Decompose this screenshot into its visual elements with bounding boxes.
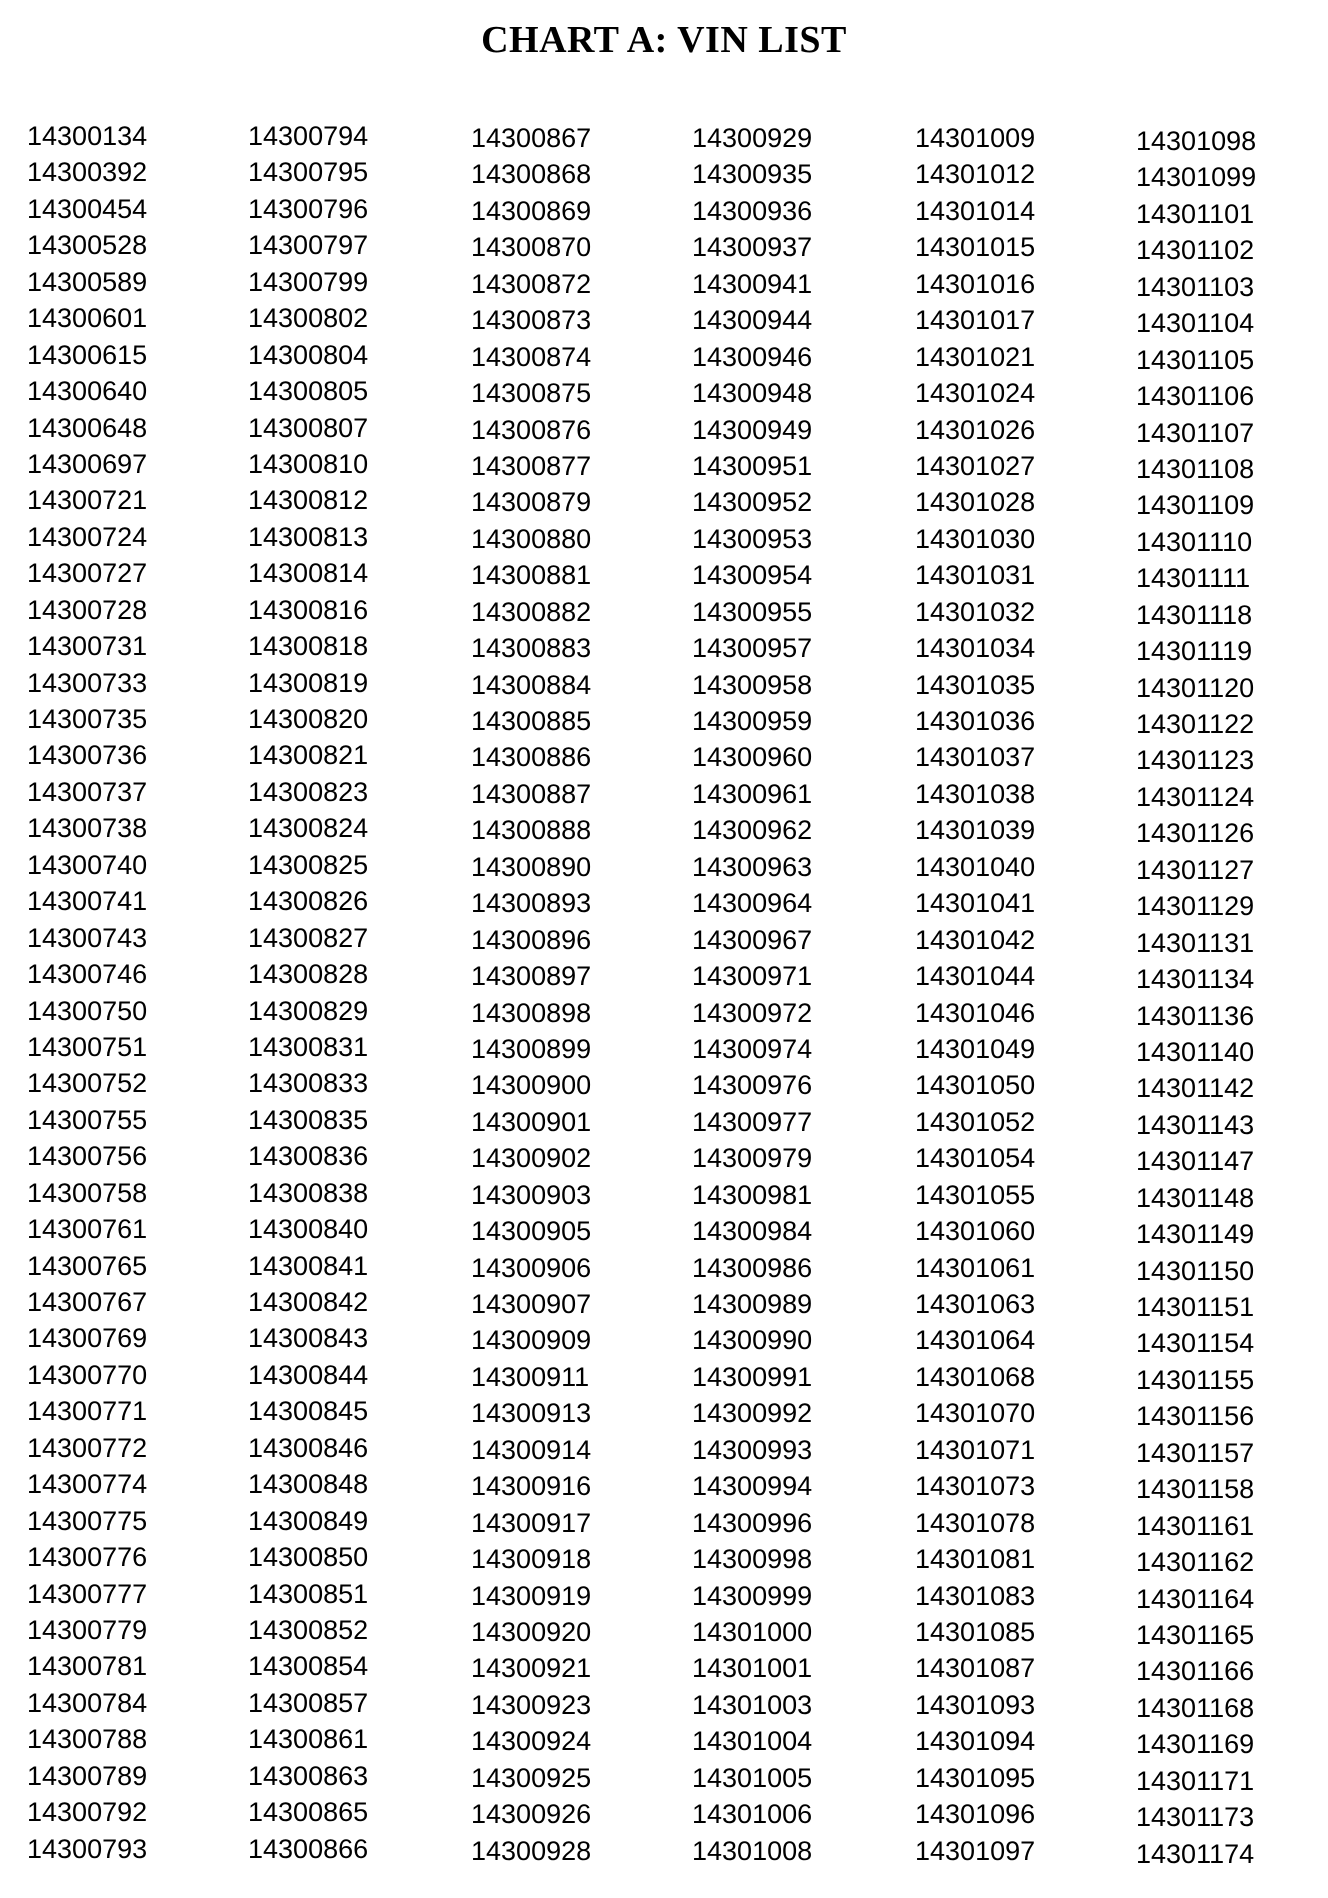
vin-entry: 14301162 xyxy=(1136,1547,1255,1578)
vin-entry: 14301131 xyxy=(1136,927,1255,958)
vin-entry: 14300772 xyxy=(27,1432,148,1463)
vin-entry: 14300807 xyxy=(248,412,369,443)
vin-entry: 14301014 xyxy=(915,195,1036,226)
vin-entry: 14301126 xyxy=(1136,818,1255,849)
vin-entry: 14301122 xyxy=(1136,709,1255,739)
vin-entry: 14300528 xyxy=(27,230,148,261)
vin-entry: 14301024 xyxy=(915,378,1036,409)
vin-entry: 14301083 xyxy=(915,1580,1036,1611)
vin-entry: 14300640 xyxy=(27,376,148,407)
vin-entry: 14300454 xyxy=(27,193,148,224)
vin-entry: 14300925 xyxy=(471,1762,592,1793)
vin-entry: 14301093 xyxy=(915,1689,1036,1720)
vin-entry: 14300866 xyxy=(248,1833,369,1864)
vin-entry: 14301031 xyxy=(915,560,1036,591)
vin-entry: 14300724 xyxy=(27,521,148,552)
vin-entry: 14300804 xyxy=(248,339,369,370)
vin-entry: 14301040 xyxy=(915,851,1036,882)
vin-entry: 14300906 xyxy=(471,1252,592,1283)
vin-entry: 14300861 xyxy=(248,1724,369,1755)
vin-entry: 14300946 xyxy=(692,341,813,372)
vin-entry: 14300805 xyxy=(248,376,369,407)
vin-entry: 14300833 xyxy=(248,1068,369,1099)
vin-entry: 14300799 xyxy=(248,266,369,297)
vin-entry: 14301030 xyxy=(915,523,1036,554)
vin-entry: 14300916 xyxy=(471,1471,592,1502)
vin-entry: 14301174 xyxy=(1136,1838,1255,1869)
vin-entry: 14301105 xyxy=(1136,344,1255,375)
vin-entry: 14301008 xyxy=(692,1835,813,1866)
vin-entry: 14300736 xyxy=(27,740,148,771)
vin-entry: 14300758 xyxy=(27,1177,148,1208)
vin-entry: 14300962 xyxy=(692,815,813,846)
vin-entry: 14301142 xyxy=(1136,1073,1255,1104)
vin-entry: 14301094 xyxy=(915,1726,1036,1757)
vin-entry: 14301161 xyxy=(1136,1510,1255,1541)
vin-entry: 14300825 xyxy=(248,849,369,880)
vin-entry: 14300775 xyxy=(27,1505,148,1536)
vin-entry: 14301107 xyxy=(1136,417,1255,448)
vin-entry: 14300967 xyxy=(692,924,813,955)
vin-entry: 14300869 xyxy=(471,195,592,226)
vin-entry: 14301108 xyxy=(1136,453,1255,484)
vin-entry: 14300767 xyxy=(27,1287,148,1317)
vin-list xyxy=(0,121,1328,1881)
vin-entry: 14301136 xyxy=(1136,1000,1255,1031)
vin-entry: 14300994 xyxy=(692,1471,813,1502)
vin-entry: 14301052 xyxy=(915,1106,1036,1137)
vin-entry: 14301103 xyxy=(1136,271,1255,302)
vin-entry: 14301158 xyxy=(1136,1474,1255,1505)
vin-entry: 14301016 xyxy=(915,268,1036,299)
vin-entry: 14300905 xyxy=(471,1216,592,1247)
vin-entry: 14300963 xyxy=(692,851,813,882)
vin-entry: 14300826 xyxy=(248,886,369,917)
vin-entry: 14300880 xyxy=(471,523,592,554)
vin-entry: 14300971 xyxy=(692,961,813,992)
vin-entry: 14300993 xyxy=(692,1434,813,1465)
vin-entry: 14301038 xyxy=(915,778,1036,809)
vin-entry: 14300923 xyxy=(471,1689,592,1720)
vin-entry: 14300769 xyxy=(27,1323,148,1354)
vin-entry: 14300721 xyxy=(27,485,148,516)
vin-entry: 14301039 xyxy=(915,815,1036,846)
vin-entry: 14300917 xyxy=(471,1507,592,1538)
vin-entry: 14300797 xyxy=(248,230,369,261)
vin-entry: 14301054 xyxy=(915,1143,1036,1174)
vin-entry: 14300845 xyxy=(248,1396,369,1427)
vin-entry: 14301149 xyxy=(1136,1219,1255,1250)
vin-entry: 14301049 xyxy=(915,1033,1036,1064)
vin-entry: 14300777 xyxy=(27,1578,148,1609)
vin-entry: 14300750 xyxy=(27,995,148,1026)
vin-entry: 14300733 xyxy=(27,667,148,698)
vin-column-3 xyxy=(471,123,671,1872)
vin-entry: 14300737 xyxy=(27,776,148,807)
vin-entry: 14301073 xyxy=(915,1471,1036,1502)
vin-entry: 14300935 xyxy=(692,159,813,190)
vin-entry: 14300901 xyxy=(471,1106,592,1137)
vin-entry: 14301151 xyxy=(1136,1292,1255,1322)
vin-entry: 14300900 xyxy=(471,1070,592,1101)
vin-entry: 14301021 xyxy=(915,341,1036,372)
vin-entry: 14300874 xyxy=(471,341,592,372)
vin-entry: 14301078 xyxy=(915,1507,1036,1538)
vin-entry: 14300952 xyxy=(692,487,813,518)
vin-entry: 14300779 xyxy=(27,1614,148,1645)
vin-entry: 14301050 xyxy=(915,1070,1036,1101)
vin-entry: 14300992 xyxy=(692,1398,813,1429)
vin-entry: 14300887 xyxy=(471,778,592,809)
vin-entry: 14300735 xyxy=(27,704,148,734)
vin-entry: 14300986 xyxy=(692,1252,813,1283)
vin-entry: 14300601 xyxy=(27,303,148,334)
vin-entry: 14300852 xyxy=(248,1614,369,1645)
vin-entry: 14301027 xyxy=(915,450,1036,481)
vin-entry: 14300898 xyxy=(471,997,592,1028)
vin-entry: 14301140 xyxy=(1136,1036,1255,1067)
vin-entry: 14300981 xyxy=(692,1179,813,1210)
vin-entry: 14300816 xyxy=(248,594,369,625)
vin-entry: 14300990 xyxy=(692,1325,813,1356)
vin-entry: 14300793 xyxy=(27,1833,148,1864)
vin-entry: 14300831 xyxy=(248,1031,369,1062)
vin-entry: 14301154 xyxy=(1136,1328,1255,1359)
vin-entry: 14300976 xyxy=(692,1070,813,1101)
vin-entry: 14301168 xyxy=(1136,1692,1255,1723)
vin-entry: 14300751 xyxy=(27,1031,148,1062)
vin-entry: 14300914 xyxy=(471,1434,592,1465)
vin-entry: 14300846 xyxy=(248,1432,369,1463)
vin-entry: 14301164 xyxy=(1136,1583,1255,1614)
vin-entry: 14300937 xyxy=(692,232,813,263)
vin-entry: 14300877 xyxy=(471,450,592,481)
vin-entry: 14300941 xyxy=(692,268,813,299)
vin-entry: 14301134 xyxy=(1136,964,1255,995)
vin-entry: 14301061 xyxy=(915,1252,1036,1283)
vin-entry: 14301110 xyxy=(1136,526,1253,557)
vin-entry: 14300836 xyxy=(248,1141,369,1172)
vin-entry: 14300824 xyxy=(248,813,369,844)
vin-entry: 14301005 xyxy=(692,1762,813,1793)
vin-entry: 14301111 xyxy=(1136,563,1251,594)
vin-entry: 14300918 xyxy=(471,1544,592,1575)
vin-entry: 14301064 xyxy=(915,1325,1036,1356)
vin-entry: 14300897 xyxy=(471,961,592,992)
vin-entry: 14300928 xyxy=(471,1835,592,1866)
vin-entry: 14301012 xyxy=(915,159,1036,190)
vin-entry: 14300771 xyxy=(27,1396,148,1427)
vin-entry: 14300841 xyxy=(248,1250,369,1281)
vin-entry: 14300903 xyxy=(471,1179,592,1210)
vin-entry: 14300868 xyxy=(471,159,592,190)
vin-entry: 14300761 xyxy=(27,1214,148,1245)
vin-entry: 14300697 xyxy=(27,448,148,479)
vin-entry: 14301119 xyxy=(1136,636,1253,667)
vin-entry: 14300848 xyxy=(248,1469,369,1500)
vin-entry: 14300958 xyxy=(692,669,813,700)
vin-entry: 14300784 xyxy=(27,1687,148,1718)
vin-entry: 14301055 xyxy=(915,1179,1036,1210)
vin-entry: 14300843 xyxy=(248,1323,369,1354)
vin-entry: 14300755 xyxy=(27,1104,148,1135)
vin-entry: 14301003 xyxy=(692,1689,813,1720)
vin-entry: 14300819 xyxy=(248,667,369,698)
vin-entry: 14300961 xyxy=(692,778,813,809)
vin-entry: 14300821 xyxy=(248,740,369,771)
vin-entry: 14300740 xyxy=(27,849,148,880)
vin-entry: 14300920 xyxy=(471,1616,592,1647)
vin-entry: 14300913 xyxy=(471,1398,592,1429)
vin-entry: 14300840 xyxy=(248,1214,369,1245)
vin-entry: 14300979 xyxy=(692,1143,813,1174)
vin-entry: 14300919 xyxy=(471,1580,592,1611)
vin-entry: 14300615 xyxy=(27,339,148,370)
vin-entry: 14301155 xyxy=(1136,1364,1255,1395)
vin-entry: 14301000 xyxy=(692,1616,813,1647)
vin-entry: 14300872 xyxy=(471,268,592,299)
vin-entry: 14300888 xyxy=(471,815,592,846)
vin-entry: 14300857 xyxy=(248,1687,369,1718)
vin-entry: 14300924 xyxy=(471,1726,592,1757)
vin-entry: 14300890 xyxy=(471,851,592,882)
vin-entry: 14300796 xyxy=(248,193,369,224)
vin-entry: 14301098 xyxy=(1136,126,1257,156)
vin-entry: 14301068 xyxy=(915,1361,1036,1392)
vin-entry: 14301095 xyxy=(915,1762,1036,1793)
vin-entry: 14301060 xyxy=(915,1216,1036,1247)
vin-entry: 14300960 xyxy=(692,742,813,773)
vin-entry: 14301143 xyxy=(1136,1109,1255,1140)
vin-entry: 14301148 xyxy=(1136,1182,1255,1213)
vin-entry: 14300926 xyxy=(471,1799,592,1830)
vin-entry: 14300814 xyxy=(248,558,369,589)
vin-entry: 14300907 xyxy=(471,1289,592,1319)
vin-entry: 14301036 xyxy=(915,706,1036,736)
vin-entry: 14300802 xyxy=(248,303,369,334)
vin-entry: 14301147 xyxy=(1136,1146,1255,1177)
vin-entry: 14300957 xyxy=(692,633,813,664)
vin-entry: 14301017 xyxy=(915,305,1036,336)
vin-entry: 14300851 xyxy=(248,1578,369,1609)
vin-entry: 14301127 xyxy=(1136,854,1255,885)
vin-entry: 14300820 xyxy=(248,704,369,734)
vin-entry: 14300765 xyxy=(27,1250,148,1281)
vin-entry: 14300955 xyxy=(692,596,813,627)
vin-entry: 14300944 xyxy=(692,305,813,336)
vin-entry: 14300959 xyxy=(692,706,813,736)
vin-entry: 14300728 xyxy=(27,594,148,625)
vin-entry: 14301169 xyxy=(1136,1729,1255,1760)
vin-entry: 14301037 xyxy=(915,742,1036,773)
vin-entry: 14300948 xyxy=(692,378,813,409)
vin-entry: 14300882 xyxy=(471,596,592,627)
vin-entry: 14301106 xyxy=(1136,381,1255,412)
vin-entry: 14301099 xyxy=(1136,162,1257,193)
vin-entry: 14300893 xyxy=(471,888,592,919)
vin-entry: 14300746 xyxy=(27,959,148,990)
vin-entry: 14300792 xyxy=(27,1797,148,1828)
vin-entry: 14300781 xyxy=(27,1651,148,1682)
vin-entry: 14301129 xyxy=(1136,891,1255,922)
vin-entry: 14300392 xyxy=(27,157,148,188)
vin-entry: 14301034 xyxy=(915,633,1036,664)
vin-entry: 14300899 xyxy=(471,1033,592,1064)
vin-entry: 14300929 xyxy=(692,123,813,153)
vin-entry: 14300964 xyxy=(692,888,813,919)
page-title: CHART A: VIN LIST xyxy=(481,19,847,61)
vin-entry: 14301166 xyxy=(1136,1656,1255,1687)
vin-entry: 14300884 xyxy=(471,669,592,700)
vin-entry: 14300885 xyxy=(471,706,592,736)
vin-entry: 14300867 xyxy=(471,123,592,153)
vin-entry: 14301032 xyxy=(915,596,1036,627)
vin-entry: 14301171 xyxy=(1136,1765,1255,1796)
vin-entry: 14300788 xyxy=(27,1724,148,1755)
vin-entry: 14300954 xyxy=(692,560,813,591)
vin-entry: 14300849 xyxy=(248,1505,369,1536)
vin-entry: 14301063 xyxy=(915,1289,1036,1319)
vin-entry: 14301096 xyxy=(915,1799,1036,1830)
vin-entry: 14300756 xyxy=(27,1141,148,1172)
vin-entry: 14300886 xyxy=(471,742,592,773)
vin-column-6 xyxy=(1136,126,1328,1875)
vin-entry: 14301097 xyxy=(915,1835,1036,1866)
vin-entry: 14301150 xyxy=(1136,1255,1255,1286)
vin-entry: 14300974 xyxy=(692,1033,813,1064)
vin-entry: 14300727 xyxy=(27,558,148,589)
vin-entry: 14300998 xyxy=(692,1544,813,1575)
vin-entry: 14301104 xyxy=(1136,308,1255,339)
vin-entry: 14300743 xyxy=(27,922,148,953)
vin-column-4 xyxy=(692,123,892,1872)
vin-entry: 14301102 xyxy=(1136,235,1255,266)
vin-entry: 14301006 xyxy=(692,1799,813,1830)
vin-entry: 14300823 xyxy=(248,776,369,807)
vin-entry: 14301157 xyxy=(1136,1437,1255,1468)
vin-entry: 14300842 xyxy=(248,1287,369,1317)
vin-entry: 14301085 xyxy=(915,1616,1036,1647)
vin-entry: 14301026 xyxy=(915,414,1036,445)
vin-entry: 14300794 xyxy=(248,121,369,151)
vin-entry: 14301165 xyxy=(1136,1619,1255,1650)
vin-entry: 14301009 xyxy=(915,123,1036,153)
vin-entry: 14301028 xyxy=(915,487,1036,518)
vin-entry: 14300989 xyxy=(692,1289,813,1319)
vin-entry: 14300873 xyxy=(471,305,592,336)
vin-entry: 14300648 xyxy=(27,412,148,443)
vin-entry: 14300953 xyxy=(692,523,813,554)
vin-entry: 14300921 xyxy=(471,1653,592,1684)
vin-entry: 14300752 xyxy=(27,1068,148,1099)
vin-entry: 14300870 xyxy=(471,232,592,263)
vin-entry: 14301015 xyxy=(915,232,1036,263)
vin-entry: 14300818 xyxy=(248,631,369,662)
vin-entry: 14300854 xyxy=(248,1651,369,1682)
vin-entry: 14301044 xyxy=(915,961,1036,992)
vin-entry: 14301035 xyxy=(915,669,1036,700)
vin-entry: 14300770 xyxy=(27,1359,148,1390)
vin-entry: 14300999 xyxy=(692,1580,813,1611)
vin-entry: 14300731 xyxy=(27,631,148,662)
vin-entry: 14300996 xyxy=(692,1507,813,1538)
vin-entry: 14301124 xyxy=(1136,781,1255,812)
vin-column-2 xyxy=(248,121,448,1870)
vin-entry: 14300909 xyxy=(471,1325,592,1356)
vin-column-1 xyxy=(27,121,227,1870)
vin-entry: 14301087 xyxy=(915,1653,1036,1684)
vin-entry: 14300977 xyxy=(692,1106,813,1137)
vin-entry: 14300134 xyxy=(27,121,148,151)
vin-entry: 14300789 xyxy=(27,1760,148,1791)
vin-entry: 14300828 xyxy=(248,959,369,990)
vin-entry: 14301046 xyxy=(915,997,1036,1028)
vin-entry: 14301042 xyxy=(915,924,1036,955)
vin-entry: 14301004 xyxy=(692,1726,813,1757)
vin-entry: 14300827 xyxy=(248,922,369,953)
vin-entry: 14301120 xyxy=(1136,672,1255,703)
vin-entry: 14300879 xyxy=(471,487,592,518)
vin-entry: 14300812 xyxy=(248,485,369,516)
vin-entry: 14301118 xyxy=(1136,599,1253,630)
vin-entry: 14300991 xyxy=(692,1361,813,1392)
vin-entry: 14300810 xyxy=(248,448,369,479)
vin-entry: 14300844 xyxy=(248,1359,369,1390)
vin-entry: 14300838 xyxy=(248,1177,369,1208)
vin-entry: 14300883 xyxy=(471,633,592,664)
vin-entry: 14301109 xyxy=(1136,490,1255,521)
vin-entry: 14300776 xyxy=(27,1542,148,1573)
vin-entry: 14301071 xyxy=(915,1434,1036,1465)
vin-entry: 14301123 xyxy=(1136,745,1255,776)
vin-entry: 14300774 xyxy=(27,1469,148,1500)
vin-entry: 14301041 xyxy=(915,888,1036,919)
vin-entry: 14301081 xyxy=(915,1544,1036,1575)
vin-column-5 xyxy=(915,123,1115,1872)
vin-entry: 14300876 xyxy=(471,414,592,445)
vin-entry: 14300589 xyxy=(27,266,148,297)
vin-entry: 14300813 xyxy=(248,521,369,552)
vin-entry: 14301070 xyxy=(915,1398,1036,1429)
vin-entry: 14300911 xyxy=(471,1361,590,1392)
vin-entry: 14300949 xyxy=(692,414,813,445)
vin-entry: 14300984 xyxy=(692,1216,813,1247)
vin-entry: 14301001 xyxy=(692,1653,813,1684)
vin-entry: 14300972 xyxy=(692,997,813,1028)
vin-entry: 14300902 xyxy=(471,1143,592,1174)
vin-entry: 14300896 xyxy=(471,924,592,955)
vin-entry: 14300875 xyxy=(471,378,592,409)
vin-entry: 14300829 xyxy=(248,995,369,1026)
vin-entry: 14300863 xyxy=(248,1760,369,1791)
vin-entry: 14300936 xyxy=(692,195,813,226)
vin-entry: 14301173 xyxy=(1136,1802,1255,1833)
vin-entry: 14300951 xyxy=(692,450,813,481)
vin-entry: 14300881 xyxy=(471,560,592,591)
vin-entry: 14300741 xyxy=(27,886,148,917)
vin-entry: 14300865 xyxy=(248,1797,369,1828)
vin-entry: 14301156 xyxy=(1136,1401,1255,1432)
vin-entry: 14301101 xyxy=(1136,198,1255,229)
vin-entry: 14300795 xyxy=(248,157,369,188)
vin-entry: 14300850 xyxy=(248,1542,369,1573)
vin-entry: 14300738 xyxy=(27,813,148,844)
vin-entry: 14300835 xyxy=(248,1104,369,1135)
